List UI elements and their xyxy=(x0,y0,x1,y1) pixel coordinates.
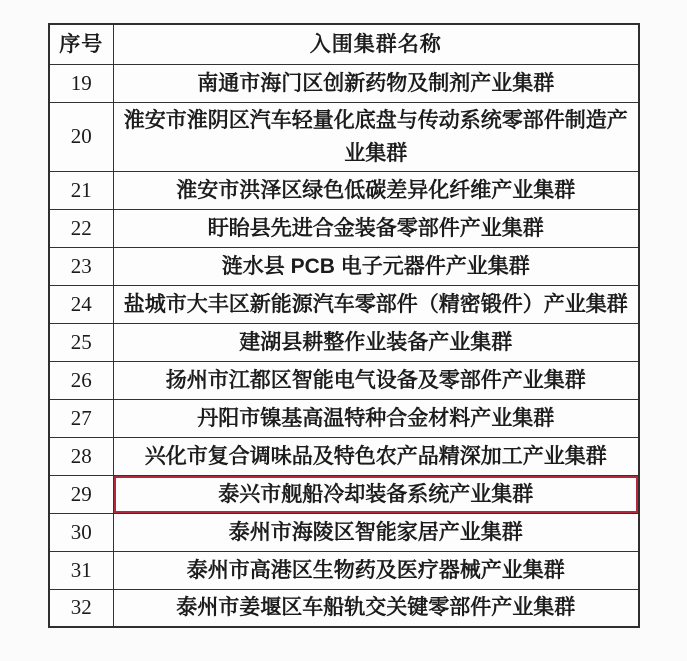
row-number-cell: 26 xyxy=(49,361,113,399)
table-row xyxy=(49,102,639,171)
table-row xyxy=(49,551,639,589)
cluster-name-cell: 泰州市姜堰区车船轨交关键零部件产业集群 xyxy=(113,589,639,627)
table-row xyxy=(49,64,639,102)
row-number-cell: 25 xyxy=(49,323,113,361)
table-header xyxy=(49,24,639,64)
table-row xyxy=(49,475,639,513)
row-number-cell: 21 xyxy=(49,171,113,209)
cluster-name-cell: 淮安市洪泽区绿色低碳差异化纤维产业集群 xyxy=(113,171,639,209)
table-row xyxy=(49,323,639,361)
table-row xyxy=(49,285,639,323)
cluster-name-cell: 盱眙县先进合金装备零部件产业集群 xyxy=(113,209,639,247)
table-row xyxy=(49,513,639,551)
row-number-cell: 29 xyxy=(49,475,113,513)
row-number-cell: 31 xyxy=(49,551,113,589)
row-number-cell: 27 xyxy=(49,399,113,437)
table-row xyxy=(49,209,639,247)
table-row xyxy=(49,437,639,475)
table-row xyxy=(49,171,639,209)
cluster-name-cell: 泰州市海陵区智能家居产业集群 xyxy=(113,513,639,551)
cluster-name-cell: 泰州市高港区生物药及医疗器械产业集群 xyxy=(113,551,639,589)
row-number-cell: 22 xyxy=(49,209,113,247)
cluster-name-cell: 扬州市江都区智能电气设备及零部件产业集群 xyxy=(113,361,639,399)
row-number-cell: 20 xyxy=(49,102,113,171)
row-number-cell: 30 xyxy=(49,513,113,551)
row-number-cell: 19 xyxy=(49,64,113,102)
table-row xyxy=(49,361,639,399)
shortlisted-clusters-table xyxy=(48,23,640,628)
table-row xyxy=(49,399,639,437)
cluster-name-cell: 盐城市大丰区新能源汽车零部件（精密锻件）产业集群 xyxy=(113,285,639,323)
header-cluster-name: 入围集群名称 xyxy=(113,24,639,64)
table-row xyxy=(49,589,639,627)
cluster-name-cell: 建湖县耕整作业装备产业集群 xyxy=(113,323,639,361)
cluster-name-cell: 兴化市复合调味品及特色农产品精深加工产业集群 xyxy=(113,437,639,475)
cluster-name-cell: 涟水县 PCB 电子元器件产业集群 xyxy=(113,247,639,285)
row-number-cell: 23 xyxy=(49,247,113,285)
table-row xyxy=(49,247,639,285)
cluster-name-cell: 南通市海门区创新药物及制剂产业集群 xyxy=(113,64,639,102)
cluster-name-cell: 丹阳市镍基高温特种合金材料产业集群 xyxy=(113,399,639,437)
row-number-cell: 24 xyxy=(49,285,113,323)
header-row xyxy=(49,24,639,64)
row-number-cell: 28 xyxy=(49,437,113,475)
row-number-cell: 32 xyxy=(49,589,113,627)
header-serial-number: 序号 xyxy=(49,24,113,64)
cluster-name-cell: 淮安市淮阴区汽车轻量化底盘与传动系统零部件制造产业集群 xyxy=(113,102,639,171)
cluster-name-cell-highlighted: 泰兴市舰船冷却装备系统产业集群 xyxy=(113,475,639,513)
table-body xyxy=(49,64,639,627)
